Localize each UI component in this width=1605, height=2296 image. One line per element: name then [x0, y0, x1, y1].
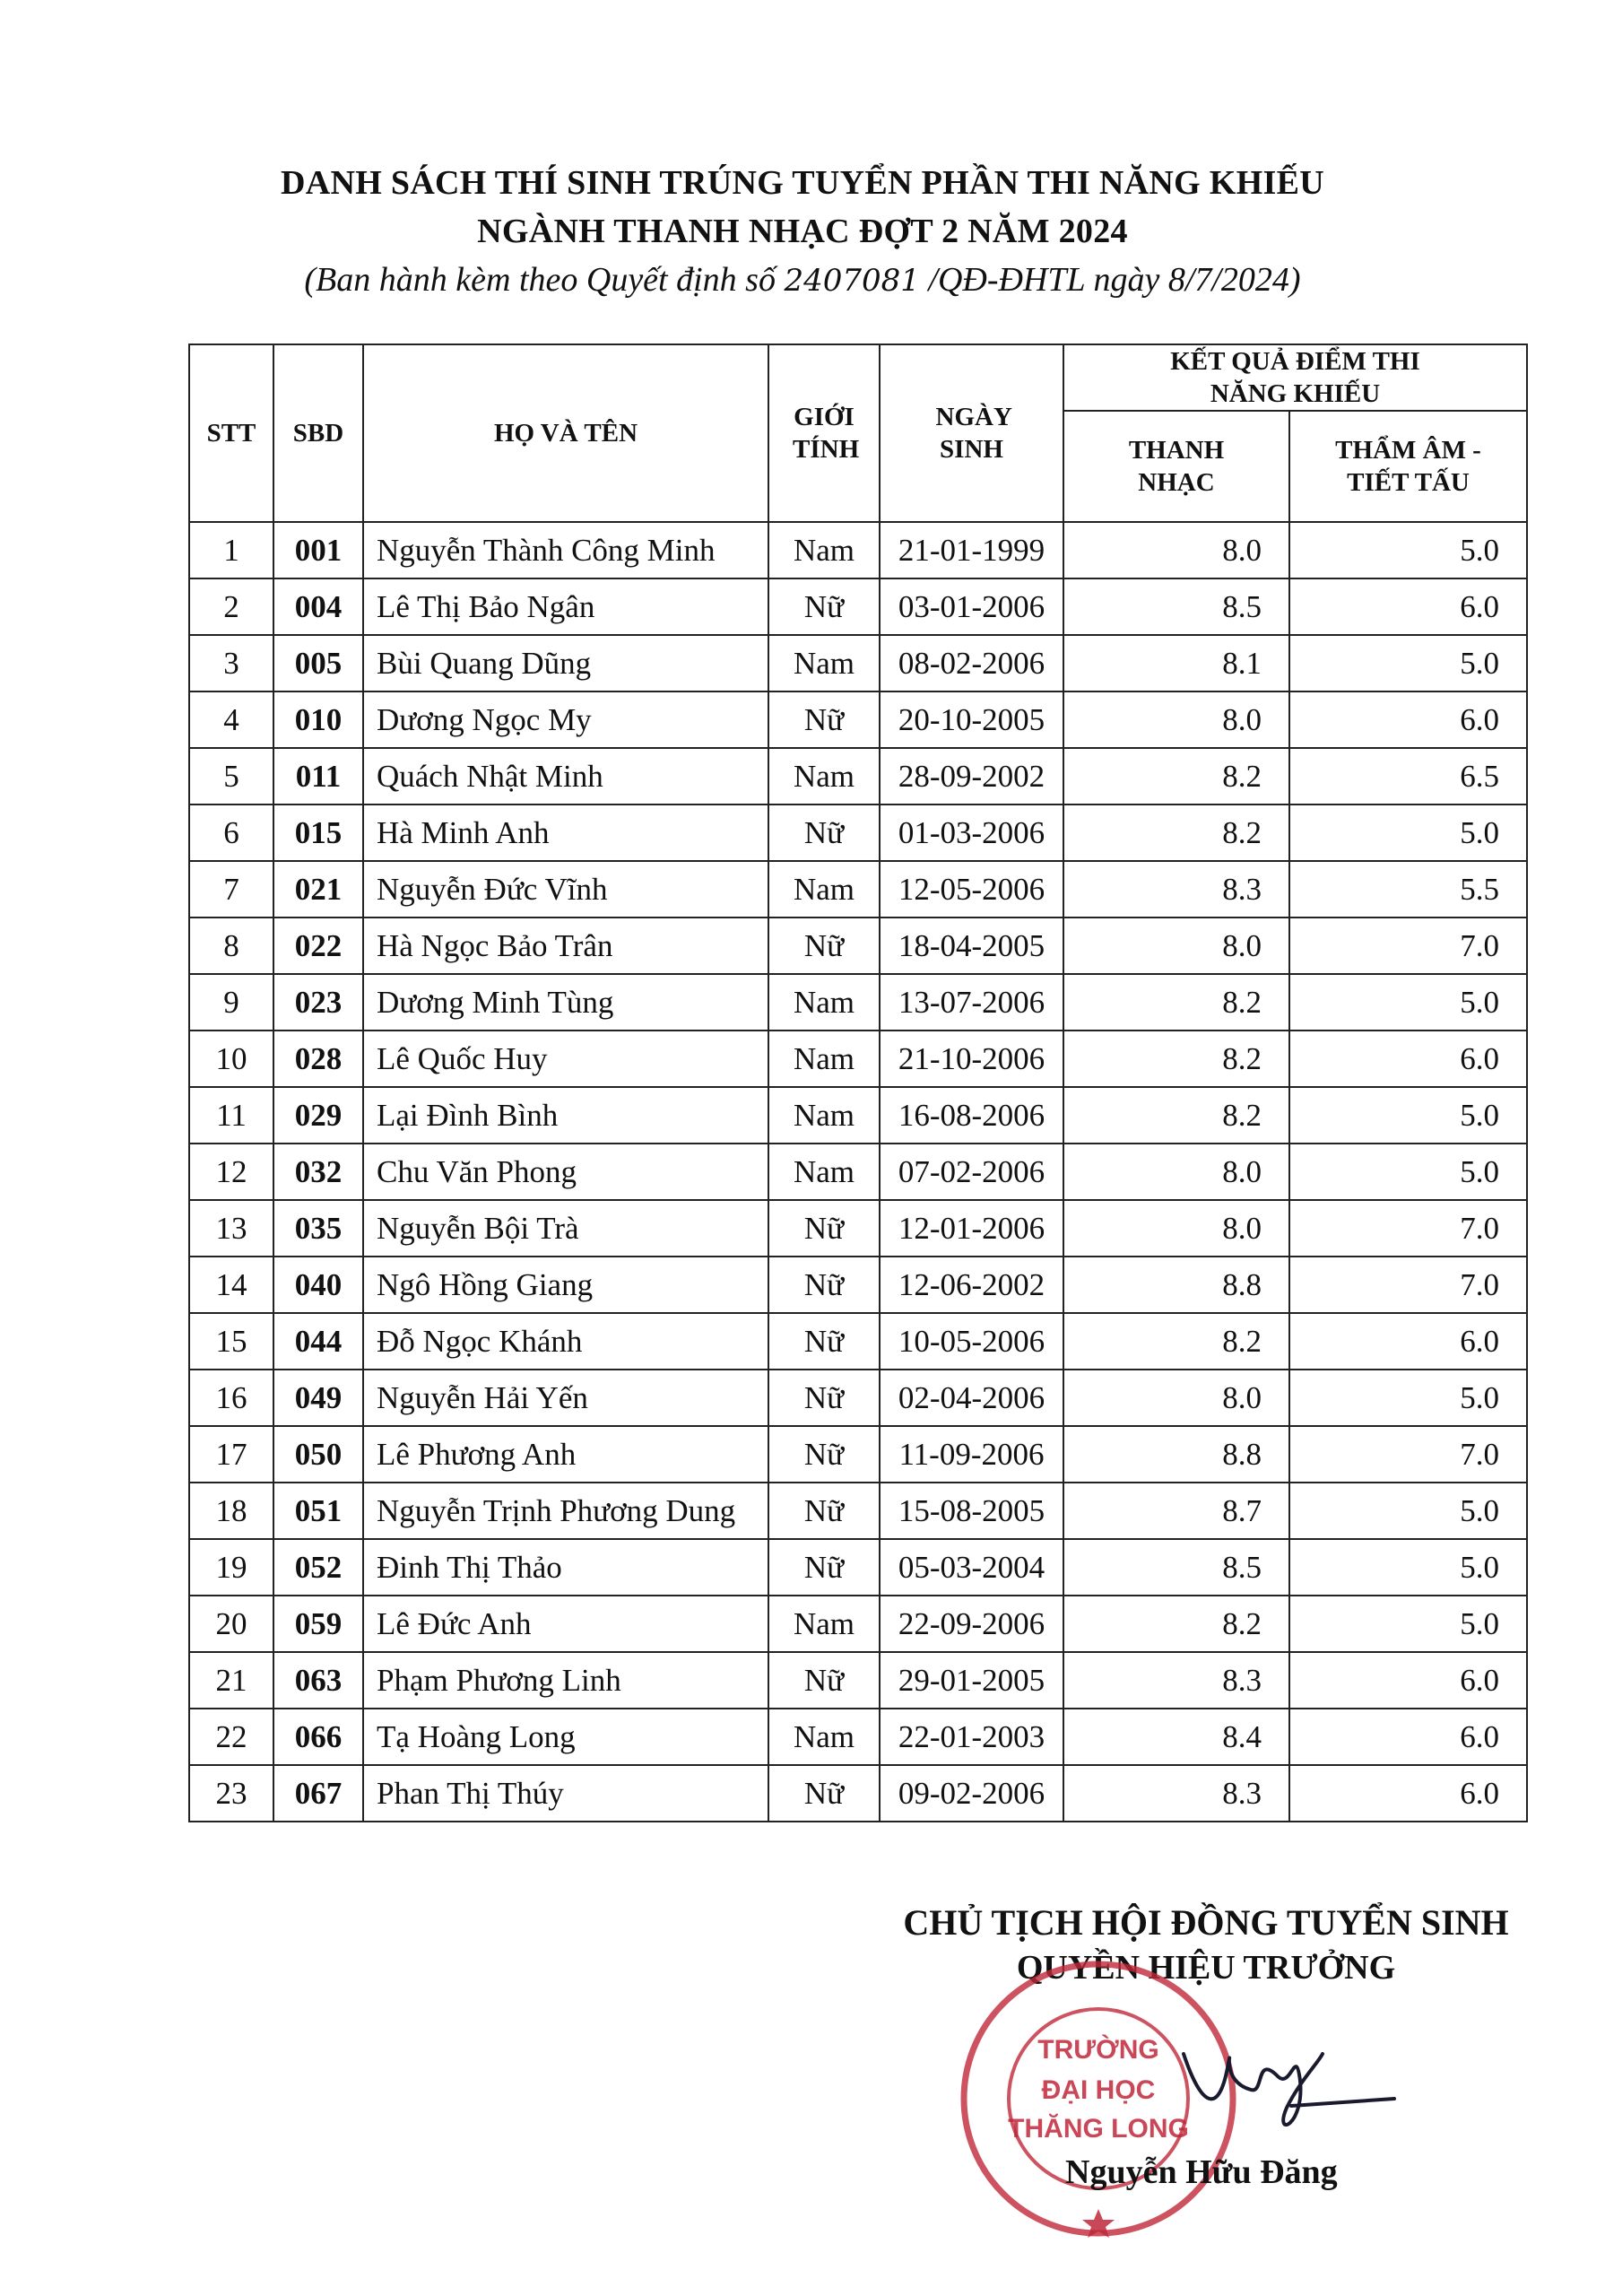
- cell-dob: 08-02-2006: [880, 635, 1063, 691]
- table-row: [189, 1596, 1527, 1652]
- cell-sbd: 001: [273, 522, 363, 578]
- cell-name: Lê Quốc Huy: [363, 1031, 768, 1087]
- cell-dob: 02-04-2006: [880, 1370, 1063, 1426]
- table-row: [189, 1031, 1527, 1087]
- cell-sbd: 063: [273, 1652, 363, 1709]
- cell-sbd: 028: [273, 1031, 363, 1087]
- table-row: [189, 1483, 1527, 1539]
- cell-vocal-score: 8.0: [1063, 1144, 1289, 1200]
- cell-gender: Nữ: [768, 1426, 880, 1483]
- cell-gender: Nữ: [768, 804, 880, 861]
- cell-vocal-score: 8.2: [1063, 804, 1289, 861]
- cell-dob: 15-08-2005: [880, 1483, 1063, 1539]
- cell-gender: Nữ: [768, 1370, 880, 1426]
- cell-vocal-score: 8.0: [1063, 918, 1289, 974]
- cell-name: Nguyễn Hải Yến: [363, 1370, 768, 1426]
- cell-vocal-score: 8.8: [1063, 1426, 1289, 1483]
- cell-gender: Nữ: [768, 691, 880, 748]
- table-row: [189, 1539, 1527, 1596]
- cell-sbd: 032: [273, 1144, 363, 1200]
- cell-vocal-score: 8.0: [1063, 1200, 1289, 1257]
- cell-name: Lê Đức Anh: [363, 1596, 768, 1652]
- seal-text-line-3: THĂNG LONG: [1008, 2114, 1189, 2144]
- cell-vocal-score: 8.8: [1063, 1257, 1289, 1313]
- cell-ear-score: 5.0: [1289, 522, 1527, 578]
- table-row: [189, 1370, 1527, 1426]
- cell-sbd: 005: [273, 635, 363, 691]
- cell-ear-score: 6.0: [1289, 1313, 1527, 1370]
- results-table: [188, 344, 1528, 1822]
- cell-vocal-score: 8.3: [1063, 1652, 1289, 1709]
- cell-name: Quách Nhật Minh: [363, 748, 768, 804]
- cell-dob: 20-10-2005: [880, 691, 1063, 748]
- cell-ear-score: 6.0: [1289, 1652, 1527, 1709]
- cell-gender: Nam: [768, 522, 880, 578]
- cell-ear-score: 6.0: [1289, 1709, 1527, 1765]
- cell-name: Đỗ Ngọc Khánh: [363, 1313, 768, 1370]
- cell-ear-score: 5.0: [1289, 1087, 1527, 1144]
- cell-gender: Nữ: [768, 1257, 880, 1313]
- header-vocal: [1063, 411, 1289, 522]
- cell-stt: 4: [189, 691, 273, 748]
- table-row: [189, 748, 1527, 804]
- cell-ear-score: 7.0: [1289, 1200, 1527, 1257]
- cell-dob: 13-07-2006: [880, 974, 1063, 1031]
- cell-vocal-score: 8.3: [1063, 1765, 1289, 1822]
- cell-gender: Nữ: [768, 1539, 880, 1596]
- cell-gender: Nam: [768, 1144, 880, 1200]
- cell-ear-score: 6.0: [1289, 691, 1527, 748]
- cell-dob: 10-05-2006: [880, 1313, 1063, 1370]
- header-dob: [880, 344, 1063, 522]
- cell-vocal-score: 8.2: [1063, 974, 1289, 1031]
- cell-dob: 11-09-2006: [880, 1426, 1063, 1483]
- cell-stt: 10: [189, 1031, 273, 1087]
- cell-sbd: 023: [273, 974, 363, 1031]
- cell-name: Nguyễn Trịnh Phương Dung: [363, 1483, 768, 1539]
- cell-dob: 28-09-2002: [880, 748, 1063, 804]
- cell-gender: Nữ: [768, 1765, 880, 1822]
- cell-sbd: 051: [273, 1483, 363, 1539]
- cell-name: Hà Minh Anh: [363, 804, 768, 861]
- cell-vocal-score: 8.3: [1063, 861, 1289, 918]
- cell-vocal-score: 8.7: [1063, 1483, 1289, 1539]
- header-dob-text: NGÀY SINH: [935, 403, 1012, 464]
- cell-sbd: 066: [273, 1709, 363, 1765]
- table-row: [189, 974, 1527, 1031]
- table-row: [189, 1087, 1527, 1144]
- cell-ear-score: 6.0: [1289, 1031, 1527, 1087]
- cell-dob: 18-04-2005: [880, 918, 1063, 974]
- cell-stt: 9: [189, 974, 273, 1031]
- document-subtitle: [0, 260, 1605, 300]
- signer-name: Nguyễn Hữu Đăng: [1065, 2153, 1338, 2191]
- cell-name: Phạm Phương Linh: [363, 1652, 768, 1709]
- cell-sbd: 067: [273, 1765, 363, 1822]
- cell-vocal-score: 8.2: [1063, 1596, 1289, 1652]
- cell-stt: 13: [189, 1200, 273, 1257]
- table-row: [189, 1200, 1527, 1257]
- cell-sbd: 015: [273, 804, 363, 861]
- cell-ear-score: 5.0: [1289, 1539, 1527, 1596]
- cell-sbd: 040: [273, 1257, 363, 1313]
- cell-vocal-score: 8.1: [1063, 635, 1289, 691]
- cell-gender: Nam: [768, 635, 880, 691]
- header-ear: [1289, 411, 1527, 522]
- subtitle-prefix: (Ban hành kèm theo Quyết định số: [304, 261, 785, 299]
- cell-ear-score: 6.0: [1289, 1765, 1527, 1822]
- cell-stt: 1: [189, 522, 273, 578]
- table-row: [189, 861, 1527, 918]
- header-vocal-text: THANH NHẠC: [1128, 436, 1225, 497]
- cell-ear-score: 7.0: [1289, 918, 1527, 974]
- cell-dob: 29-01-2005: [880, 1652, 1063, 1709]
- cell-vocal-score: 8.2: [1063, 1031, 1289, 1087]
- table-row: [189, 918, 1527, 974]
- cell-dob: 09-02-2006: [880, 1765, 1063, 1822]
- cell-sbd: 049: [273, 1370, 363, 1426]
- table-row: [189, 804, 1527, 861]
- cell-stt: 14: [189, 1257, 273, 1313]
- table-row: [189, 578, 1527, 635]
- cell-ear-score: 5.0: [1289, 974, 1527, 1031]
- cell-gender: Nam: [768, 1031, 880, 1087]
- table-row: [189, 1426, 1527, 1483]
- signature-role: QUYỀN HIỆU TRƯỞNG: [1016, 1949, 1396, 1987]
- header-gender: [768, 344, 880, 522]
- results-table-body: [189, 522, 1527, 1822]
- cell-sbd: 022: [273, 918, 363, 974]
- cell-name: Hà Ngọc Bảo Trân: [363, 918, 768, 974]
- cell-ear-score: 5.0: [1289, 1370, 1527, 1426]
- cell-sbd: 035: [273, 1200, 363, 1257]
- cell-name: Bùi Quang Dũng: [363, 635, 768, 691]
- cell-stt: 17: [189, 1426, 273, 1483]
- table-row: [189, 522, 1527, 578]
- cell-stt: 23: [189, 1765, 273, 1822]
- cell-name: Tạ Hoàng Long: [363, 1709, 768, 1765]
- cell-name: Nguyễn Đức Vĩnh: [363, 861, 768, 918]
- cell-stt: 2: [189, 578, 273, 635]
- cell-gender: Nữ: [768, 1200, 880, 1257]
- cell-stt: 11: [189, 1087, 273, 1144]
- header-ear-text: THẨM ÂM - TIẾT TẤU: [1335, 436, 1481, 497]
- cell-stt: 22: [189, 1709, 273, 1765]
- cell-dob: 21-01-1999: [880, 522, 1063, 578]
- cell-vocal-score: 8.0: [1063, 522, 1289, 578]
- cell-ear-score: 5.0: [1289, 635, 1527, 691]
- header-gender-text: GIỚI TÍNH: [793, 403, 860, 464]
- document-title-line-1: DANH SÁCH THÍ SINH TRÚNG TUYỂN PHẦN THI NĂNG KHIẾU: [281, 164, 1324, 202]
- cell-name: Dương Minh Tùng: [363, 974, 768, 1031]
- table-row: [189, 1257, 1527, 1313]
- header-stt: STT: [189, 344, 273, 522]
- cell-dob: 05-03-2004: [880, 1539, 1063, 1596]
- cell-stt: 8: [189, 918, 273, 974]
- cell-name: Ngô Hồng Giang: [363, 1257, 768, 1313]
- cell-stt: 7: [189, 861, 273, 918]
- cell-ear-score: 7.0: [1289, 1426, 1527, 1483]
- cell-gender: Nam: [768, 1596, 880, 1652]
- cell-sbd: 004: [273, 578, 363, 635]
- cell-stt: 15: [189, 1313, 273, 1370]
- seal-text-line-1: TRƯỜNG: [1037, 2035, 1159, 2065]
- table-row: [189, 1765, 1527, 1822]
- cell-gender: Nữ: [768, 1313, 880, 1370]
- cell-name: Lê Phương Anh: [363, 1426, 768, 1483]
- cell-stt: 3: [189, 635, 273, 691]
- cell-name: Lại Đình Bình: [363, 1087, 768, 1144]
- cell-stt: 12: [189, 1144, 273, 1200]
- cell-dob: 12-05-2006: [880, 861, 1063, 918]
- cell-ear-score: 5.0: [1289, 1483, 1527, 1539]
- cell-dob: 16-08-2006: [880, 1087, 1063, 1144]
- cell-vocal-score: 8.5: [1063, 578, 1289, 635]
- cell-gender: Nam: [768, 861, 880, 918]
- cell-vocal-score: 8.2: [1063, 1313, 1289, 1370]
- table-row: [189, 691, 1527, 748]
- cell-ear-score: 5.0: [1289, 804, 1527, 861]
- table-row: [189, 635, 1527, 691]
- cell-ear-score: 5.0: [1289, 1144, 1527, 1200]
- table-row: [189, 1709, 1527, 1765]
- cell-vocal-score: 8.0: [1063, 1370, 1289, 1426]
- cell-stt: 6: [189, 804, 273, 861]
- subtitle-suffix: /QĐ-ĐHTL ngày 8/7/2024): [919, 261, 1301, 299]
- cell-gender: Nữ: [768, 918, 880, 974]
- header-sbd: SBD: [273, 344, 363, 522]
- header-results-group: [1063, 344, 1527, 411]
- cell-sbd: 010: [273, 691, 363, 748]
- seal-text-line-2: ĐẠI HỌC: [1041, 2075, 1156, 2105]
- cell-name: Dương Ngọc My: [363, 691, 768, 748]
- cell-gender: Nam: [768, 974, 880, 1031]
- cell-vocal-score: 8.2: [1063, 1087, 1289, 1144]
- cell-ear-score: 6.0: [1289, 578, 1527, 635]
- cell-stt: 5: [189, 748, 273, 804]
- cell-sbd: 052: [273, 1539, 363, 1596]
- cell-name: Nguyễn Thành Công Minh: [363, 522, 768, 578]
- cell-dob: 21-10-2006: [880, 1031, 1063, 1087]
- cell-sbd: 050: [273, 1426, 363, 1483]
- cell-stt: 16: [189, 1370, 273, 1426]
- table-row: [189, 1652, 1527, 1709]
- header-results-group-text: KẾT QUẢ ĐIỂM THI NĂNG KHIẾU: [1170, 347, 1420, 408]
- cell-dob: 12-01-2006: [880, 1200, 1063, 1257]
- cell-sbd: 011: [273, 748, 363, 804]
- cell-stt: 18: [189, 1483, 273, 1539]
- decision-number-handwritten: 2407081: [784, 263, 920, 299]
- cell-gender: Nữ: [768, 578, 880, 635]
- cell-ear-score: 7.0: [1289, 1257, 1527, 1313]
- cell-gender: Nữ: [768, 1652, 880, 1709]
- document-title-line-2: NGÀNH THANH NHẠC ĐỢT 2 NĂM 2024: [477, 213, 1128, 250]
- cell-name: Lê Thị Bảo Ngân: [363, 578, 768, 635]
- cell-name: Đinh Thị Thảo: [363, 1539, 768, 1596]
- cell-gender: Nam: [768, 1709, 880, 1765]
- cell-sbd: 044: [273, 1313, 363, 1370]
- cell-dob: 22-01-2003: [880, 1709, 1063, 1765]
- cell-stt: 21: [189, 1652, 273, 1709]
- cell-dob: 12-06-2002: [880, 1257, 1063, 1313]
- cell-gender: Nam: [768, 748, 880, 804]
- cell-dob: 01-03-2006: [880, 804, 1063, 861]
- cell-ear-score: 6.5: [1289, 748, 1527, 804]
- cell-vocal-score: 8.2: [1063, 748, 1289, 804]
- cell-sbd: 059: [273, 1596, 363, 1652]
- cell-vocal-score: 8.5: [1063, 1539, 1289, 1596]
- cell-dob: 07-02-2006: [880, 1144, 1063, 1200]
- table-row: [189, 1144, 1527, 1200]
- cell-stt: 19: [189, 1539, 273, 1596]
- cell-stt: 20: [189, 1596, 273, 1652]
- cell-dob: 03-01-2006: [880, 578, 1063, 635]
- table-row: [189, 1313, 1527, 1370]
- handwritten-signature: [1166, 2027, 1399, 2144]
- cell-name: Phan Thị Thúy: [363, 1765, 768, 1822]
- cell-sbd: 021: [273, 861, 363, 918]
- cell-vocal-score: 8.4: [1063, 1709, 1289, 1765]
- cell-sbd: 029: [273, 1087, 363, 1144]
- cell-vocal-score: 8.0: [1063, 691, 1289, 748]
- cell-ear-score: 5.0: [1289, 1596, 1527, 1652]
- cell-ear-score: 5.5: [1289, 861, 1527, 918]
- signature-title: CHỦ TỊCH HỘI ĐỒNG TUYỂN SINH: [903, 1902, 1509, 1943]
- cell-name: Chu Văn Phong: [363, 1144, 768, 1200]
- header-name: HỌ VÀ TÊN: [363, 344, 768, 522]
- cell-gender: Nữ: [768, 1483, 880, 1539]
- cell-dob: 22-09-2006: [880, 1596, 1063, 1652]
- cell-name: Nguyễn Bội Trà: [363, 1200, 768, 1257]
- cell-gender: Nam: [768, 1087, 880, 1144]
